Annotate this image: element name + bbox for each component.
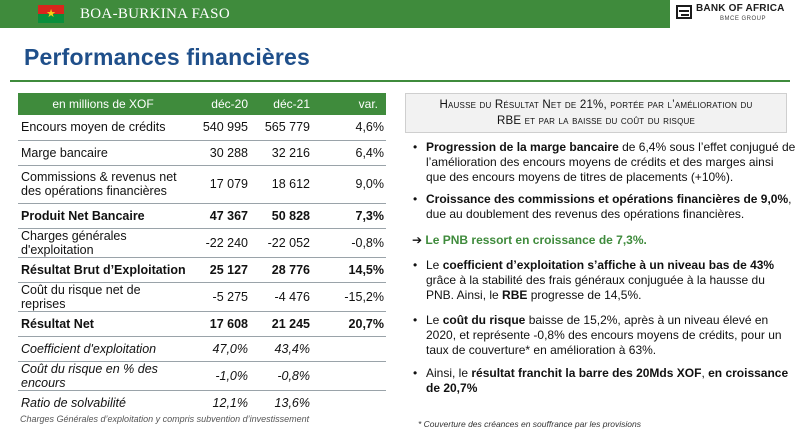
cell-dec20: -22 240 [188, 228, 250, 257]
cell-dec21: 32 216 [250, 140, 312, 165]
coverage-footnote: * Couverture des créances en souffrance par les provisions [418, 419, 642, 429]
cell-dec21: -22 052 [250, 228, 312, 257]
bullet-icon: • [413, 366, 418, 380]
cell-var: 7,3% [312, 203, 386, 228]
row-label: Produit Net Bancaire [18, 203, 188, 228]
bullet-icon: • [413, 192, 418, 206]
cell-dec21: -4 476 [250, 282, 312, 311]
table-row [18, 228, 386, 257]
row-label: Ratio de solvabilité [21, 395, 126, 410]
bullet-emphasis: Croissance des commissions et opérations financières de 9,0% [426, 192, 789, 206]
row-label: Charges générales d'exploitation [18, 228, 188, 257]
table-row [18, 140, 386, 165]
column-header: var. [312, 93, 386, 115]
cell-dec21: 43,4% [250, 336, 312, 361]
logo-sub-text: BMCE GROUP [720, 16, 767, 22]
row-label: Coefficient d'exploitation [18, 336, 188, 361]
cell-dec20: 47,0% [188, 336, 250, 361]
table-row [18, 282, 386, 311]
bullet-emphasis: coefficient d’exploitation s’affiche à un niveau bas de 43% [442, 258, 775, 272]
table-row [18, 165, 386, 203]
table-row [18, 115, 386, 140]
cell-var: -15,2% [312, 282, 386, 311]
bullet-text: Ainsi, le [426, 366, 472, 380]
list-item [404, 140, 796, 185]
table-row [18, 311, 386, 336]
header-bar [0, 0, 800, 28]
column-header: déc-20 [188, 93, 250, 115]
cell-dec20: -1,0% [188, 361, 250, 390]
bullet-icon: • [413, 140, 418, 154]
cell-var: 14,5% [312, 257, 386, 282]
headline-box [405, 93, 787, 133]
bullet-text: progresse de 14,5%. [527, 288, 642, 302]
title-divider [10, 80, 790, 82]
list-item [404, 192, 796, 222]
cell-dec20: -5 275 [188, 282, 250, 311]
bullet-emphasis: résultat franchit la barre des 20Mds XOF [471, 366, 702, 380]
cell-dec21: 21 245 [250, 311, 312, 336]
bullet-text: baisse de 15,2%, après à un niveau élevé en 2020, et représente -0,8% des encours moyens de crédits, pour un taux de couverture* en amélioration à 63%. [426, 313, 782, 357]
cell-var [312, 336, 386, 361]
headline-line-1: Hausse du Résultat Net de 21%, portée par l’amélioration du [439, 99, 753, 111]
highlight-text: Le PNB ressort en croissance de 7,3%. [425, 233, 647, 247]
bullet-text: Le [426, 313, 443, 327]
financial-table [18, 93, 386, 415]
list-item [404, 366, 796, 396]
cell-dec20: 17 079 [188, 165, 250, 203]
cell-dec21: 13,6% [274, 395, 310, 410]
pnb-highlight [404, 233, 796, 248]
bullet-emphasis: Progression de la marge bancaire [426, 140, 619, 154]
row-label: Résultat Net [18, 311, 188, 336]
arrow-right-icon: ➔ [412, 233, 423, 247]
bullet-text: grâce à la stabilité des frais généraux conjuguée à la hausse du PNB. Ainsi, le [426, 273, 765, 302]
cell-var: 6,4% [312, 140, 386, 165]
headline-line-2: RBE et par la baisse du coût du risque [496, 115, 696, 127]
bullet-icon: • [413, 313, 418, 327]
cell-dec21: 18 612 [250, 165, 312, 203]
row-label: Commissions & revenus net des opérations financières [18, 165, 188, 203]
column-header: déc-21 [250, 93, 312, 115]
cell-var [312, 361, 386, 390]
cell-dec21: 28 776 [250, 257, 312, 282]
bullet-emphasis: coût du risque [442, 313, 526, 327]
cell-dec20: 17 608 [188, 311, 250, 336]
bullet-text: , due au doublement des revenus des opérations financières. [426, 192, 792, 221]
row-label: Coût du risque net de reprises [18, 282, 188, 311]
bullet-text: , [701, 366, 709, 380]
table-row [18, 257, 386, 282]
row-label: Résultat Brut d’Exploitation [18, 257, 188, 282]
bullet-icon: • [413, 258, 418, 272]
table-header-row [18, 93, 386, 115]
cell-var: 9,0% [312, 165, 386, 203]
row-label: Marge bancaire [18, 140, 188, 165]
commentary-list [404, 140, 796, 396]
row-label: Encours moyen de crédits [18, 115, 188, 140]
logo-brand-text: BANK OF AFRICA [696, 3, 785, 14]
page-title: Performances financières [24, 44, 311, 70]
bank-of-africa-logo [670, 0, 800, 28]
cell-dec20: 540 995 [188, 115, 250, 140]
bank-logo-icon [676, 5, 692, 19]
cell-var [312, 390, 386, 415]
burkina-faso-flag-icon: ★ [38, 5, 64, 23]
table-row [18, 336, 386, 361]
column-header: en millions de XOF [18, 93, 188, 115]
table-row [18, 203, 386, 228]
table-footnote: Charges Générales d’exploitation y compris subvention d’investissement [20, 414, 310, 424]
table-row [18, 361, 386, 390]
row-label: Coût du risque en % des encours [18, 361, 188, 390]
header-title: BOA-BURKINA FASO [80, 6, 230, 22]
cell-dec20: 25 127 [188, 257, 250, 282]
bullet-emphasis: en croissance de 20,7% [426, 366, 789, 395]
bullet-emphasis: RBE [502, 288, 528, 302]
cell-var: -0,8% [312, 228, 386, 257]
table-row [18, 390, 386, 415]
cell-dec20: 12,1% [212, 395, 248, 410]
cell-var: 4,6% [312, 115, 386, 140]
cell-dec20: 47 367 [188, 203, 250, 228]
cell-dec21: -0,8% [250, 361, 312, 390]
cell-dec21: 565 779 [250, 115, 312, 140]
bullet-text: Le [426, 258, 443, 272]
list-item [404, 313, 796, 358]
list-item [404, 258, 796, 303]
cell-dec21: 50 828 [250, 203, 312, 228]
cell-var: 20,7% [312, 311, 386, 336]
cell-dec20: 30 288 [188, 140, 250, 165]
bullet-text: de 6,4% sous l’effet conjugué de l’amélioration des encours moyens de crédits et des marges ainsi que des encours moyens de titres de placements (+10%). [426, 140, 796, 184]
